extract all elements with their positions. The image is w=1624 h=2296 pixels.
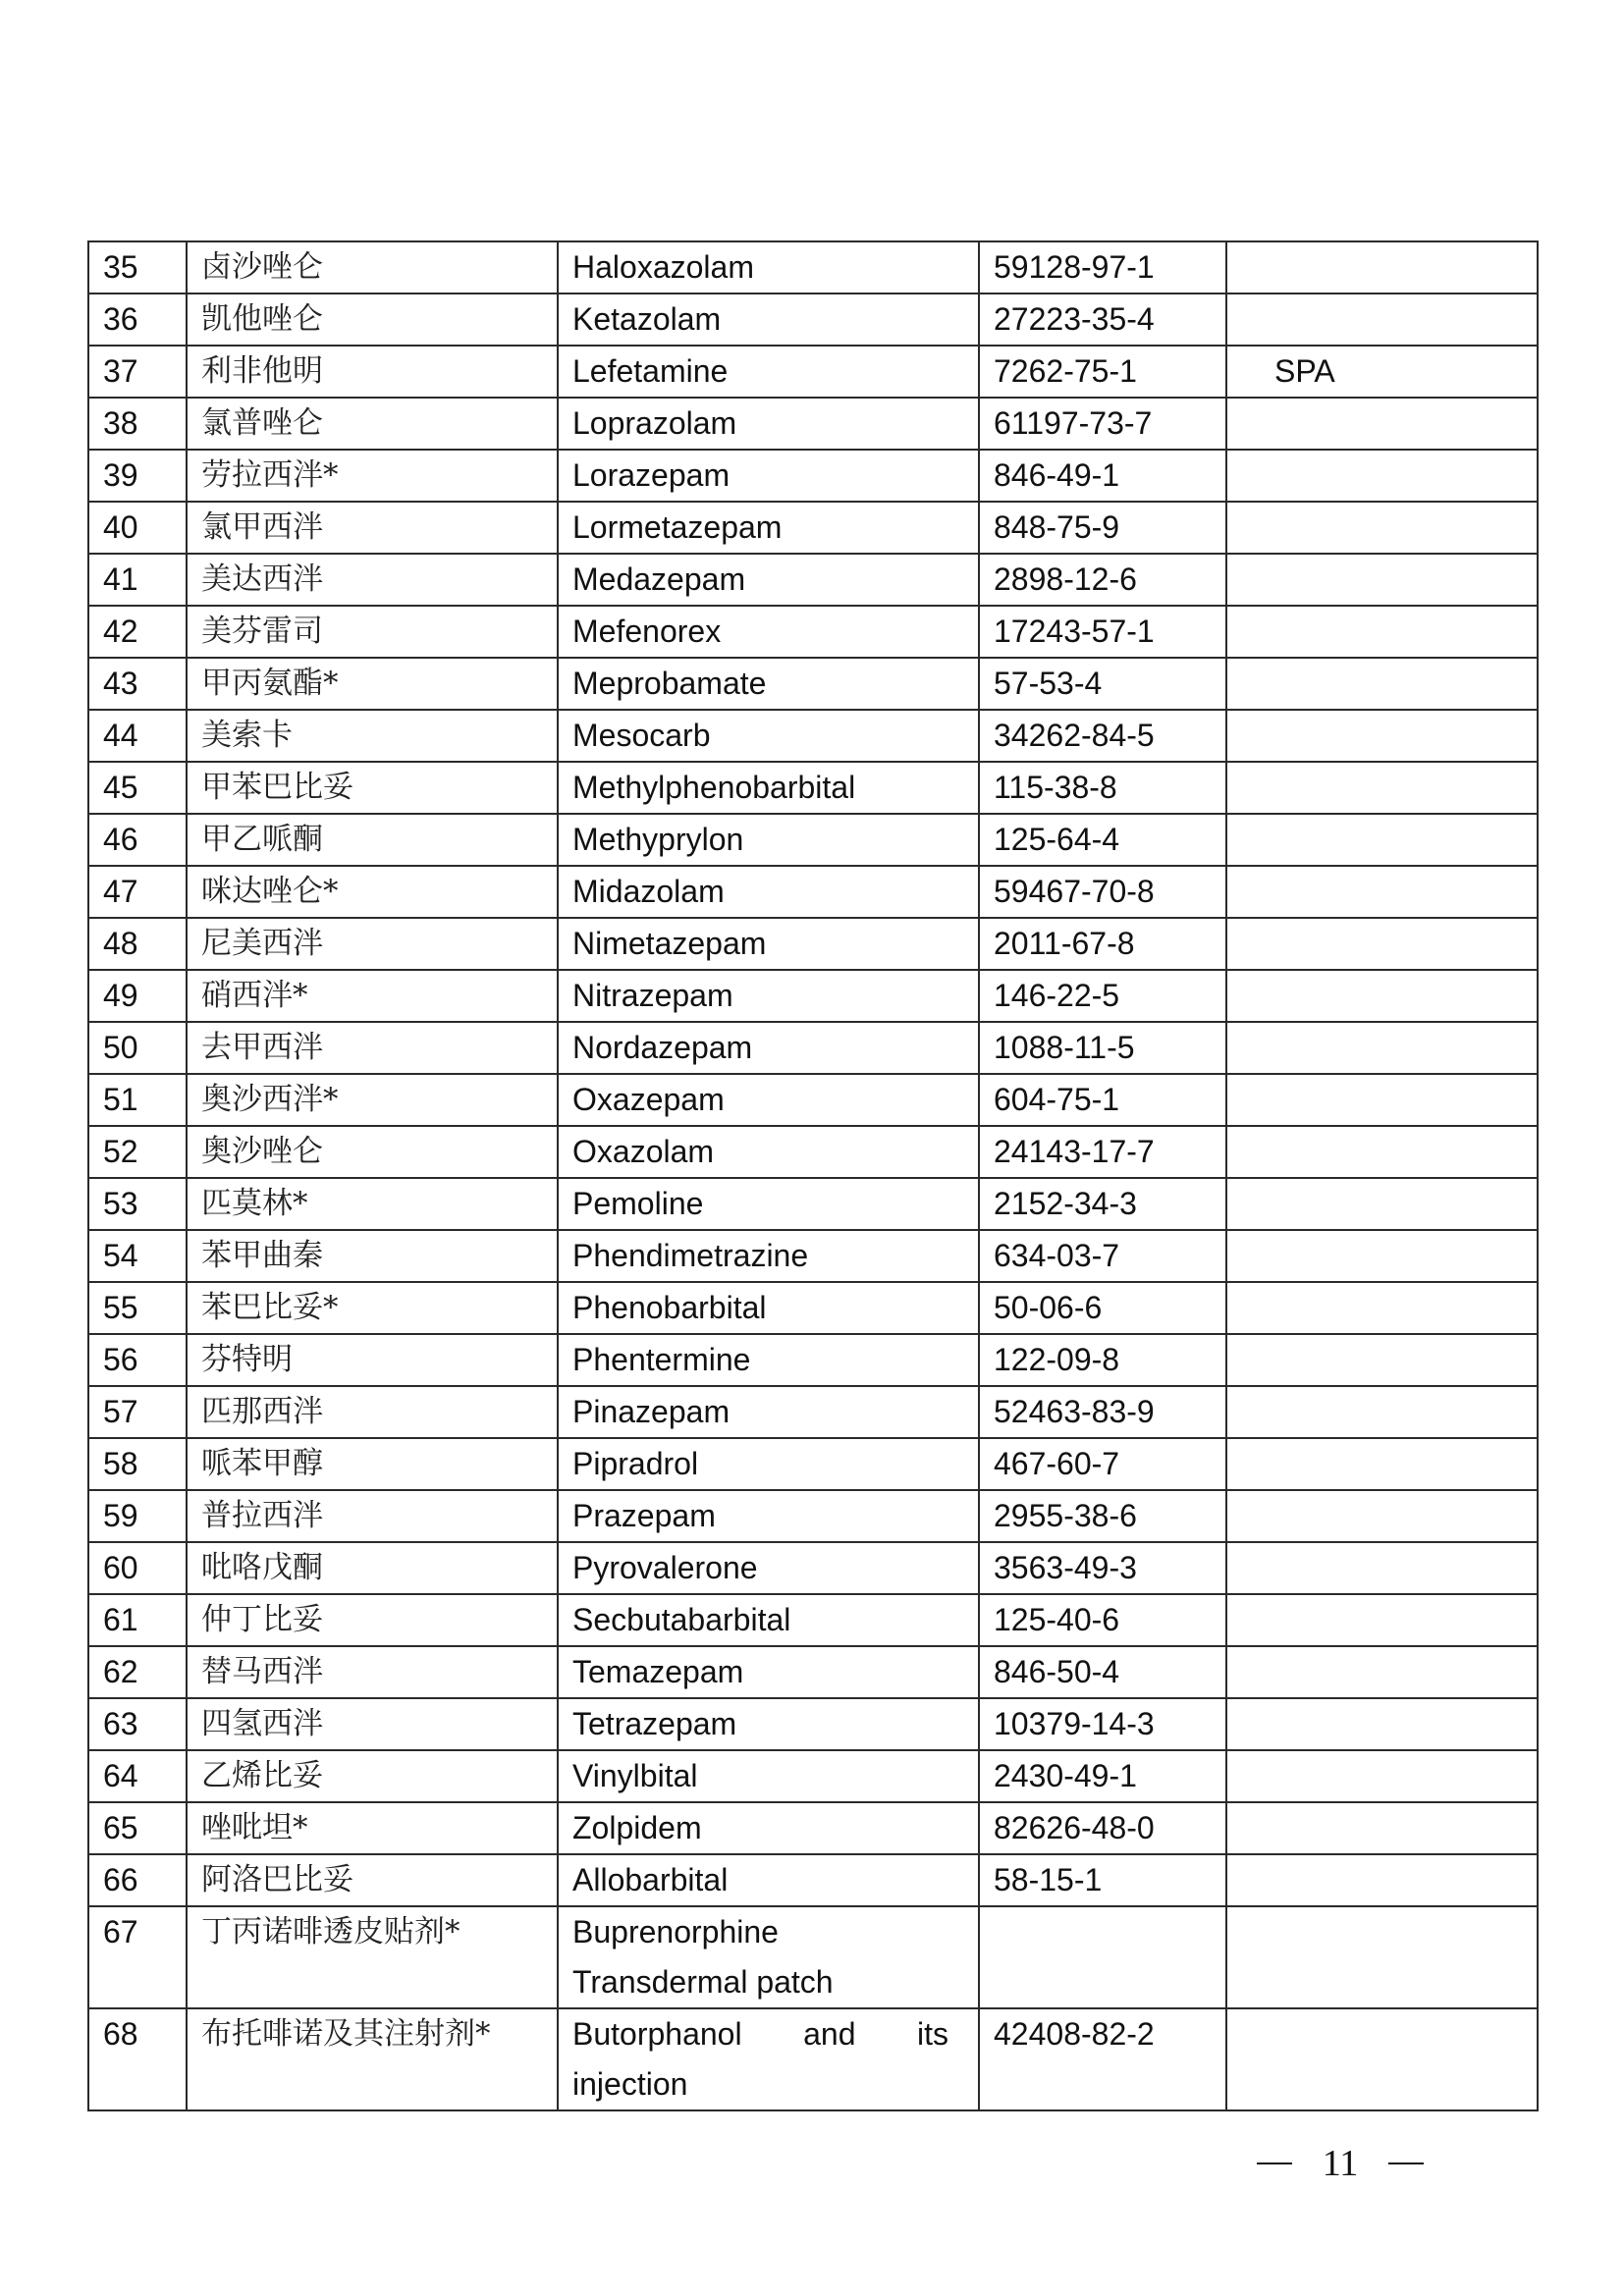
chinese-name-cell: 仲丁比妥 [187,1594,558,1646]
english-name-line: Nimetazepam [572,926,767,961]
table-row [88,710,1538,762]
note-cell [1226,241,1538,294]
english-name-line: Pipradrol [572,1446,699,1481]
english-name-line: Oxazepam [572,1082,725,1117]
cas-number-cell: 17243-57-1 [979,606,1226,658]
english-name-cell [558,502,979,554]
chinese-name-cell: 四氢西泮 [187,1698,558,1750]
chinese-name-cell: 哌苯甲醇 [187,1438,558,1490]
chinese-name-cell: 吡咯戊酮 [187,1542,558,1594]
english-name-line: Temazepam [572,1654,744,1689]
english-name-line: Secbutabarbital [572,1602,791,1637]
row-number-cell: 38 [88,398,187,450]
english-name-line: Ketazolam [572,301,722,337]
row-number-cell: 50 [88,1022,187,1074]
table-row [88,241,1538,294]
table-row [88,1074,1538,1126]
english-name-cell [558,970,979,1022]
cas-number-cell: 82626-48-0 [979,1802,1226,1854]
english-name-cell [558,1334,979,1386]
table-row [88,450,1538,502]
english-name-line: Prazepam [572,1498,716,1533]
note-cell [1226,1438,1538,1490]
cas-number-cell: 3563-49-3 [979,1542,1226,1594]
note-cell [1226,1282,1538,1334]
row-number-cell: 55 [88,1282,187,1334]
english-name-line: Oxazolam [572,1134,715,1169]
table-row [88,1490,1538,1542]
english-name-line: Pemoline [572,1186,704,1221]
table-row [88,1230,1538,1282]
chinese-name-cell: 唑吡坦* [187,1802,558,1854]
english-name-line: Allobarbital [572,1862,729,1897]
cas-number-cell: 125-40-6 [979,1594,1226,1646]
chinese-name-cell: 甲苯巴比妥 [187,762,558,814]
note-cell [1226,1594,1538,1646]
english-name-cell [558,866,979,918]
row-number-cell: 53 [88,1178,187,1230]
table-row [88,918,1538,970]
row-number-cell: 67 [88,1906,187,2008]
table-row [88,346,1538,398]
page-number-dash-left [1257,2163,1292,2164]
table-row [88,762,1538,814]
cas-number-cell: 848-75-9 [979,502,1226,554]
table-row [88,1282,1538,1334]
note-cell [1226,1542,1538,1594]
note-cell [1226,450,1538,502]
chinese-name-cell: 苯甲曲秦 [187,1230,558,1282]
note-cell [1226,1022,1538,1074]
english-name-line: Phentermine [572,1342,751,1377]
table-row [88,1022,1538,1074]
english-name-line: Tetrazepam [572,1706,737,1741]
english-name-cell [558,1282,979,1334]
row-number-cell: 56 [88,1334,187,1386]
note-cell [1226,1230,1538,1282]
note-cell [1226,606,1538,658]
english-name-cell [558,2008,979,2110]
note-cell [1226,710,1538,762]
row-number-cell: 65 [88,1802,187,1854]
row-number-cell: 37 [88,346,187,398]
english-name-cell [558,1646,979,1698]
chinese-name-cell: 去甲西泮 [187,1022,558,1074]
table-row [88,814,1538,866]
cas-number-cell: 2898-12-6 [979,554,1226,606]
cas-number-cell: 1088-11-5 [979,1022,1226,1074]
note-cell [1226,398,1538,450]
table-row [88,554,1538,606]
table-row [88,1698,1538,1750]
table-row [88,1802,1538,1854]
table-row [88,1542,1538,1594]
row-number-cell: 57 [88,1386,187,1438]
english-name-line: Pinazepam [572,1394,731,1429]
table-row [88,1750,1538,1802]
chinese-name-cell: 利非他明 [187,346,558,398]
page-number [1257,2142,1424,2185]
cas-number-cell: 125-64-4 [979,814,1226,866]
note-cell [1226,1386,1538,1438]
english-name-cell [558,1074,979,1126]
english-name-line: Transdermal patch [572,1964,834,2000]
note-cell [1226,1490,1538,1542]
english-name-cell [558,294,979,346]
english-name-cell [558,346,979,398]
cas-number-cell: 27223-35-4 [979,294,1226,346]
english-name-line: Medazepam [572,561,746,597]
row-number-cell: 36 [88,294,187,346]
english-name-line: Loprazolam [572,405,737,441]
note-cell [1226,294,1538,346]
english-name-cell [558,1542,979,1594]
row-number-cell: 49 [88,970,187,1022]
english-name-line: Phenobarbital [572,1290,767,1325]
chinese-name-cell: 甲丙氨酯* [187,658,558,710]
row-number-cell: 52 [88,1126,187,1178]
english-name-line: Lefetamine [572,353,729,389]
chinese-name-cell: 硝西泮* [187,970,558,1022]
cas-number-cell: 7262-75-1 [979,346,1226,398]
english-name-cell [558,1490,979,1542]
chinese-name-cell: 凯他唑仑 [187,294,558,346]
english-name-cell [558,658,979,710]
row-number-cell: 63 [88,1698,187,1750]
english-name-word: and [803,2016,856,2052]
row-number-cell: 59 [88,1490,187,1542]
cas-number-cell: 58-15-1 [979,1854,1226,1906]
row-number-cell: 42 [88,606,187,658]
row-number-cell: 62 [88,1646,187,1698]
chinese-name-cell: 匹莫林* [187,1178,558,1230]
table-row [88,398,1538,450]
table-row [88,1126,1538,1178]
english-name-cell [558,398,979,450]
cas-number-cell: 52463-83-9 [979,1386,1226,1438]
chinese-name-cell: 匹那西泮 [187,1386,558,1438]
table-row [88,866,1538,918]
chinese-name-cell: 美索卡 [187,710,558,762]
row-number-cell: 41 [88,554,187,606]
english-name-cell [558,241,979,294]
note-cell [1226,1334,1538,1386]
cas-number-cell: 42408-82-2 [979,2008,1226,2110]
chinese-name-cell: 阿洛巴比妥 [187,1854,558,1906]
english-name-cell [558,1126,979,1178]
english-name-line: Meprobamate [572,666,767,701]
row-number-cell: 60 [88,1542,187,1594]
cas-number-cell: 59467-70-8 [979,866,1226,918]
cas-number-cell [979,1906,1226,2008]
note-cell [1226,1178,1538,1230]
chinese-name-cell: 苯巴比妥* [187,1282,558,1334]
table-row [88,2008,1538,2110]
cas-number-cell: 50-06-6 [979,1282,1226,1334]
cas-number-cell: 634-03-7 [979,1230,1226,1282]
english-name-cell [558,814,979,866]
chinese-name-cell: 甲乙哌酮 [187,814,558,866]
english-name-line: Lormetazepam [572,509,783,545]
chinese-name-cell: 替马西泮 [187,1646,558,1698]
cas-number-cell: 146-22-5 [979,970,1226,1022]
english-name-cell [558,554,979,606]
english-name-line: Mesocarb [572,718,711,753]
note-cell [1226,762,1538,814]
english-name-cell [558,1594,979,1646]
english-name-cell [558,1438,979,1490]
table-row [88,1334,1538,1386]
english-name-line: Midazolam [572,874,725,909]
table-row [88,294,1538,346]
cas-number-cell: 24143-17-7 [979,1126,1226,1178]
english-name-line: Phendimetrazine [572,1238,809,1273]
note-cell [1226,502,1538,554]
english-name-line: Mefenorex [572,614,722,649]
english-name-cell [558,1178,979,1230]
row-number-cell: 54 [88,1230,187,1282]
chinese-name-cell: 奥沙唑仑 [187,1126,558,1178]
english-name-line: Methyprylon [572,822,744,857]
note-cell [1226,554,1538,606]
chinese-name-cell: 美芬雷司 [187,606,558,658]
row-number-cell: 68 [88,2008,187,2110]
note-cell [1226,866,1538,918]
table-row [88,1438,1538,1490]
chinese-name-cell: 乙烯比妥 [187,1750,558,1802]
english-name-line: Buprenorphine [572,1914,779,1949]
row-number-cell: 40 [88,502,187,554]
english-name-cell [558,1750,979,1802]
chinese-name-cell: 丁丙诺啡透皮贴剂* [187,1906,558,2008]
cas-number-cell: 467-60-7 [979,1438,1226,1490]
note-cell [1226,1074,1538,1126]
chinese-name-cell: 劳拉西泮* [187,450,558,502]
english-name-cell [558,606,979,658]
note-cell [1226,658,1538,710]
row-number-cell: 45 [88,762,187,814]
note-cell [1226,2008,1538,2110]
row-number-cell: 46 [88,814,187,866]
chinese-name-cell: 氯甲西泮 [187,502,558,554]
cas-number-cell: 846-49-1 [979,450,1226,502]
cas-number-cell: 61197-73-7 [979,398,1226,450]
row-number-cell: 39 [88,450,187,502]
cas-number-cell: 34262-84-5 [979,710,1226,762]
english-name-line [572,2009,978,2059]
table-row [88,1386,1538,1438]
english-name-word: its [917,2016,948,2052]
chinese-name-cell: 卤沙唑仑 [187,241,558,294]
row-number-cell: 64 [88,1750,187,1802]
note-cell [1226,1854,1538,1906]
cas-number-cell: 604-75-1 [979,1074,1226,1126]
table-row [88,1854,1538,1906]
note-cell [1226,1750,1538,1802]
english-name-cell [558,762,979,814]
cas-number-cell: 2955-38-6 [979,1490,1226,1542]
chinese-name-cell: 咪达唑仑* [187,866,558,918]
table-row [88,1646,1538,1698]
row-number-cell: 35 [88,241,187,294]
english-name-line: Nitrazepam [572,978,733,1013]
controlled-substances-table [87,240,1539,2111]
chinese-name-cell: 氯普唑仑 [187,398,558,450]
cas-number-cell: 2152-34-3 [979,1178,1226,1230]
page-number-text: 11 [1322,2143,1359,2184]
table-row [88,502,1538,554]
cas-number-cell: 115-38-8 [979,762,1226,814]
english-name-line: Zolpidem [572,1810,702,1845]
english-name-cell [558,710,979,762]
english-name-cell [558,1022,979,1074]
cas-number-cell: 122-09-8 [979,1334,1226,1386]
english-name-line: Methylphenobarbital [572,770,856,805]
note-cell [1226,1698,1538,1750]
english-name-cell [558,1386,979,1438]
table-body [88,241,1538,2110]
page-number-dash-right [1388,2163,1424,2164]
english-name-cell [558,1854,979,1906]
row-number-cell: 66 [88,1854,187,1906]
cas-number-cell: 2011-67-8 [979,918,1226,970]
english-name-cell [558,918,979,970]
cas-number-cell: 57-53-4 [979,658,1226,710]
english-name-word: Butorphanol [572,2016,742,2052]
english-name-line: Vinylbital [572,1758,698,1793]
row-number-cell: 51 [88,1074,187,1126]
english-name-cell [558,1802,979,1854]
english-name-line: Pyrovalerone [572,1550,758,1585]
note-cell [1226,1126,1538,1178]
note-cell [1226,814,1538,866]
row-number-cell: 43 [88,658,187,710]
note-cell: SPA [1226,346,1538,398]
row-number-cell: 48 [88,918,187,970]
chinese-name-cell: 美达西泮 [187,554,558,606]
cas-number-cell: 10379-14-3 [979,1698,1226,1750]
row-number-cell: 47 [88,866,187,918]
note-cell [1226,1906,1538,2008]
table-row [88,1906,1538,2008]
chinese-name-cell: 奥沙西泮* [187,1074,558,1126]
table-row [88,606,1538,658]
chinese-name-cell: 尼美西泮 [187,918,558,970]
chinese-name-cell: 芬特明 [187,1334,558,1386]
english-name-cell [558,1698,979,1750]
table-row [88,658,1538,710]
cas-number-cell: 2430-49-1 [979,1750,1226,1802]
note-cell [1226,1802,1538,1854]
chinese-name-cell: 普拉西泮 [187,1490,558,1542]
row-number-cell: 58 [88,1438,187,1490]
english-name-line: injection [572,2066,688,2102]
english-name-line: Nordazepam [572,1030,753,1065]
note-cell [1226,1646,1538,1698]
english-name-cell [558,1230,979,1282]
cas-number-cell: 59128-97-1 [979,241,1226,294]
english-name-cell [558,1906,979,2008]
table-row [88,1178,1538,1230]
table-row [88,970,1538,1022]
english-name-line: Haloxazolam [572,249,754,285]
english-name-line: Lorazepam [572,457,731,493]
chinese-name-cell: 布托啡诺及其注射剂* [187,2008,558,2110]
row-number-cell: 44 [88,710,187,762]
english-name-cell [558,450,979,502]
table-row [88,1594,1538,1646]
note-cell [1226,970,1538,1022]
cas-number-cell: 846-50-4 [979,1646,1226,1698]
note-cell [1226,918,1538,970]
row-number-cell: 61 [88,1594,187,1646]
